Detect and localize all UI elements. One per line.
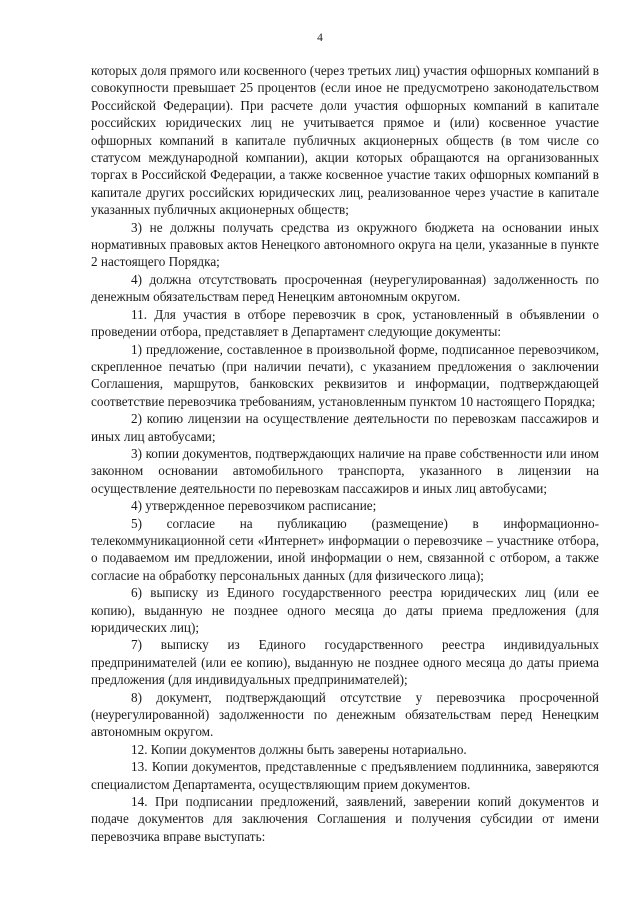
paragraph: 3) копии документов, подтверждающих наличие на праве собственности или ином законном основании автомобильного транспорта, указанного в лицензии на осуществление деятельности по перевозкам пассажиров и иных лиц автобусами; xyxy=(91,445,599,496)
paragraph: которых доля прямого или косвенного (через третьих лиц) участия офшорных компаний в совокупности превышает 25 процентов (если иное не предусмотрено законодательством Российской Федерации). При расчете доли участия офшорных компаний в капитале российских юридических лиц не учитывается прямое и (или) косвенное участие офшорных компаний в капитале публичных акционерных обществ (в том числе со статусом международной компании), акции которых обращаются на организованных торгах в Российской Федерации, а также косвенное участие таких офшорных компаний в капитале других российских юридических лиц, реализованное через участие в капитале указанных публичных акционерных обществ; xyxy=(91,63,599,218)
document-body xyxy=(91,62,599,845)
paragraph: 5) согласие на публикацию (размещение) в информационно-телекоммуникационной сети «Интернет» информации о перевозчике – участнике отбора, о подаваемом им предложении, иной информации о нем, связанной с отбором, а также согласие на обработку персональных данных (для физического лица); xyxy=(91,515,599,583)
paragraph: 1) предложение, составленное в произвольной форме, подписанное перевозчиком, скрепленное печатью (при наличии печати), с указанием предложения о заключении Соглашения, маршрутов, банковских реквизитов и информации, подтверждающей соответствие перевозчика требованиям, установленным пунктом 10 настоящего Порядка; xyxy=(91,341,599,409)
paragraph: 8) документ, подтверждающий отсутствие у перевозчика просроченной (неурегулированной) задолженности по денежным обязательствам перед Ненецким автономным округом. xyxy=(91,689,599,740)
page-number: 4 xyxy=(317,32,323,44)
paragraph: 3) не должны получать средства из окружного бюджета на основании иных нормативных правовых актов Ненецкого автономного округа на цели, указанные в пункте 2 настоящего Порядка; xyxy=(91,219,599,270)
paragraph: 4) должна отсутствовать просроченная (неурегулированная) задолженность по денежным обязательствам перед Ненецким автономным округом. xyxy=(91,271,599,305)
paragraph: 6) выписку из Единого государственного реестра юридических лиц (или ее копию), выданную не позднее одного месяца до даты приема предложения (для юридических лиц); xyxy=(91,585,599,635)
paragraph: 14. При подписании предложений, заявлений, заверении копий документов и подаче документов для заключения Соглашения и получения субсидии от имени перевозчика вправе выступать: xyxy=(91,794,599,844)
paragraph: 7) выписку из Единого государственного реестра индивидуальных предпринимателей (или ее копию), выданную не позднее одного месяца до даты приема предложения (для индивидуальных предпринимателей); xyxy=(91,637,599,688)
paragraph: 12. Копии документов должны быть заверены нотариально. xyxy=(131,741,467,757)
paragraph: 4) утвержденное перевозчиком расписание; xyxy=(131,498,377,514)
paragraph: 11. Для участия в отборе перевозчик в срок, установленный в объявлении о проведении отбора, представляет в Департамент следующие документы: xyxy=(91,306,599,340)
paragraph: 13. Копии документов, представленные с предъявлением подлинника, заверяются специалистом Департамента, осуществляющим прием документов. xyxy=(91,759,599,792)
paragraph: 2) копию лицензии на осуществление деятельности по перевозкам пассажиров и иных лиц автобусами; xyxy=(91,411,599,444)
